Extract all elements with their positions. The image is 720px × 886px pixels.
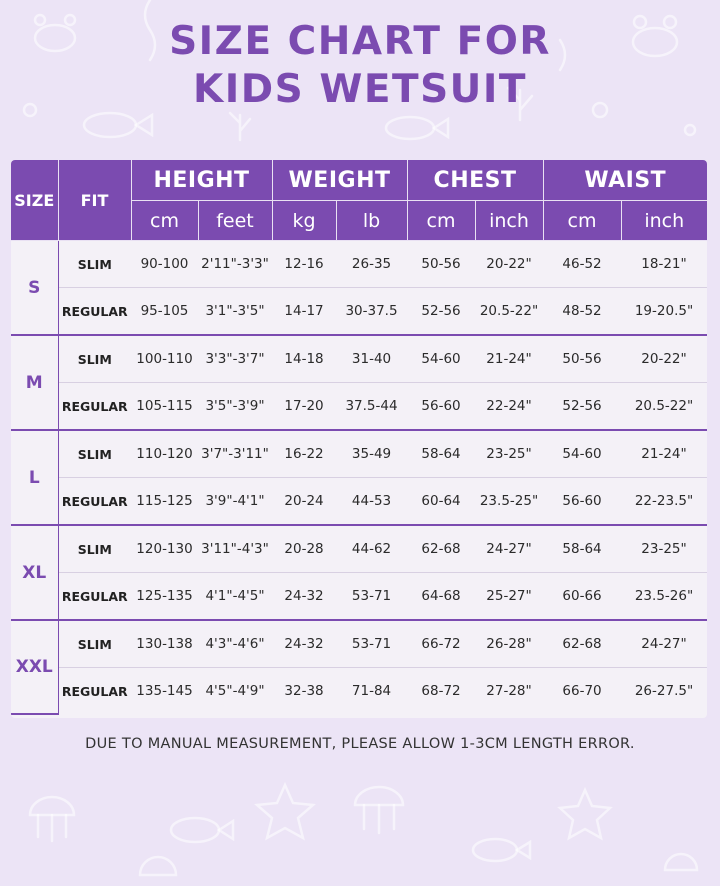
table-cell: 48-52 xyxy=(543,288,621,336)
measurement-note: DUE TO MANUAL MEASUREMENT, PLEASE ALLOW 1-3CM LENGTH ERROR. xyxy=(85,736,635,752)
unit-header: inch xyxy=(621,201,707,241)
table-cell: 3'11"-4'3" xyxy=(198,525,272,573)
size-header: SIZE xyxy=(11,160,58,241)
table-cell: 18-21" xyxy=(621,241,707,288)
height-header: HEIGHT xyxy=(131,160,272,201)
fit-label: REGULAR xyxy=(58,383,131,431)
table-row xyxy=(11,383,707,431)
table-cell: 4'1"-4'5" xyxy=(198,573,272,621)
fit-header: FIT xyxy=(58,160,131,241)
table-cell: 35-49 xyxy=(336,430,407,478)
fit-label: SLIM xyxy=(58,430,131,478)
table-cell: 54-60 xyxy=(407,335,475,383)
fish-icon xyxy=(171,818,530,861)
table-cell: 23-25" xyxy=(475,430,543,478)
fit-label: SLIM xyxy=(58,525,131,573)
table-cell: 23.5-25" xyxy=(475,478,543,526)
unit-header: cm xyxy=(543,201,621,241)
table-cell: 44-62 xyxy=(336,525,407,573)
size-label: M xyxy=(11,335,58,430)
chest-header: CHEST xyxy=(407,160,543,201)
table-cell: 46-52 xyxy=(543,241,621,288)
table-cell: 24-32 xyxy=(272,620,336,668)
size-label: S xyxy=(11,241,58,336)
table-cell: 26-28" xyxy=(475,620,543,668)
table-cell: 56-60 xyxy=(407,383,475,431)
weight-header: WEIGHT xyxy=(272,160,407,201)
table-cell: 20-24 xyxy=(272,478,336,526)
unit-header: cm xyxy=(407,201,475,241)
table-cell: 20.5-22" xyxy=(621,383,707,431)
table-cell: 24-32 xyxy=(272,573,336,621)
table-cell: 24-27" xyxy=(475,525,543,573)
table-cell: 14-17 xyxy=(272,288,336,336)
page-title xyxy=(0,18,720,114)
table-cell: 23-25" xyxy=(621,525,707,573)
fit-label: REGULAR xyxy=(58,288,131,336)
table-cell: 26-27.5" xyxy=(634,683,694,699)
fit-label: SLIM xyxy=(58,620,131,668)
table-cell: 100-110 xyxy=(131,335,198,383)
table-cell: 16-22 xyxy=(272,430,336,478)
table-cell: 135-145 xyxy=(136,683,193,699)
table-cell: 23.5-26" xyxy=(621,573,707,621)
table-cell: 58-64 xyxy=(543,525,621,573)
table-cell: 71-84 xyxy=(351,683,392,699)
table-cell: 68-72 xyxy=(421,683,461,699)
table-cell: 90-100 xyxy=(131,241,198,288)
waist-header: WAIST xyxy=(543,160,707,201)
table-cell: 3'9"-4'1" xyxy=(198,478,272,526)
table-cell: 52-56 xyxy=(543,383,621,431)
shell-icon xyxy=(140,854,697,875)
table-row xyxy=(11,525,707,573)
table-cell: 53-71 xyxy=(336,620,407,668)
table-cell: 64-68 xyxy=(407,573,475,621)
table-cell: 120-130 xyxy=(131,525,198,573)
table-cell: 62-68 xyxy=(407,525,475,573)
size-chart-table xyxy=(11,160,707,718)
table-cell: 17-20 xyxy=(272,383,336,431)
table-cell: 21-24" xyxy=(621,430,707,478)
table-cell: 3'1"-3'5" xyxy=(198,288,272,336)
table-cell: 22-23.5" xyxy=(621,478,707,526)
table-cell: 3'3"-3'7" xyxy=(198,335,272,383)
table-cell: 4'5"-4'9" xyxy=(205,683,265,699)
table-cell: 66-72 xyxy=(407,620,475,668)
fit-label: SLIM xyxy=(58,335,131,383)
table-cell: 66-70 xyxy=(562,683,602,699)
table-row xyxy=(11,430,707,478)
table-row xyxy=(11,620,707,668)
table-cell: 25-27" xyxy=(475,573,543,621)
size-label: L xyxy=(11,430,58,525)
table-cell: 20.5-22" xyxy=(475,288,543,336)
table-cell: 56-60 xyxy=(543,478,621,526)
table-cell: 2'11"-3'3" xyxy=(198,241,272,288)
unit-header: kg xyxy=(272,201,336,241)
table-cell: 125-135 xyxy=(131,573,198,621)
table-cell: 20-22" xyxy=(475,241,543,288)
table-cell: 50-56 xyxy=(407,241,475,288)
fit-label: REGULAR xyxy=(58,573,131,621)
table-cell: 110-120 xyxy=(131,430,198,478)
table-cell: 52-56 xyxy=(407,288,475,336)
table-cell: 54-60 xyxy=(543,430,621,478)
table-cell: 3'5"-3'9" xyxy=(198,383,272,431)
table-cell: 95-105 xyxy=(131,288,198,336)
table-row xyxy=(11,335,707,383)
table-row xyxy=(11,288,707,336)
table-row xyxy=(11,668,707,715)
table-cell: 50-56 xyxy=(543,335,621,383)
starfish-icon xyxy=(560,790,610,838)
table-row xyxy=(11,573,707,621)
fish-icon xyxy=(386,117,448,139)
table-cell: 20-22" xyxy=(621,335,707,383)
size-label: XXL xyxy=(11,620,58,714)
title-line-1: SIZE CHART FOR xyxy=(169,19,551,64)
size-label: XL xyxy=(11,525,58,620)
jellyfish-icon xyxy=(30,797,74,841)
fit-label: REGULAR xyxy=(58,478,131,526)
table-cell: 60-66 xyxy=(543,573,621,621)
table-cell: 60-64 xyxy=(407,478,475,526)
table-cell: 27-28" xyxy=(486,683,532,699)
starfish-icon xyxy=(257,785,313,838)
table-row xyxy=(11,241,707,288)
unit-header: lb xyxy=(336,201,407,241)
table-cell: 53-71 xyxy=(336,573,407,621)
table-cell: 105-115 xyxy=(131,383,198,431)
table-cell: 12-16 xyxy=(272,241,336,288)
table-cell: 21-24" xyxy=(475,335,543,383)
table-cell: 37.5-44 xyxy=(336,383,407,431)
size-chart-body xyxy=(11,241,707,715)
table-cell: 58-64 xyxy=(407,430,475,478)
title-line-2: KIDS WETSUIT xyxy=(193,67,527,112)
unit-header: inch xyxy=(475,201,543,241)
table-cell: 20-28 xyxy=(272,525,336,573)
table-cell: 62-68 xyxy=(543,620,621,668)
table-cell: 115-125 xyxy=(131,478,198,526)
table-cell: 4'3"-4'6" xyxy=(198,620,272,668)
fit-label: REGULAR xyxy=(61,683,128,699)
table-cell: 26-35 xyxy=(336,241,407,288)
table-cell: 22-24" xyxy=(475,383,543,431)
table-cell: 44-53 xyxy=(336,478,407,526)
table-cell: 31-40 xyxy=(336,335,407,383)
table-cell: 3'7"-3'11" xyxy=(198,430,272,478)
jellyfish-icon xyxy=(355,787,403,833)
table-cell: 130-138 xyxy=(131,620,198,668)
table-cell: 32-38 xyxy=(284,683,324,699)
table-row xyxy=(11,478,707,526)
unit-header: feet xyxy=(198,201,272,241)
fish-icon xyxy=(84,113,152,137)
table-cell: 19-20.5" xyxy=(621,288,707,336)
fit-label: SLIM xyxy=(58,241,131,288)
table-cell: 24-27" xyxy=(621,620,707,668)
unit-header: cm xyxy=(131,201,198,241)
table-cell: 30-37.5 xyxy=(336,288,407,336)
table-cell: 14-18 xyxy=(272,335,336,383)
